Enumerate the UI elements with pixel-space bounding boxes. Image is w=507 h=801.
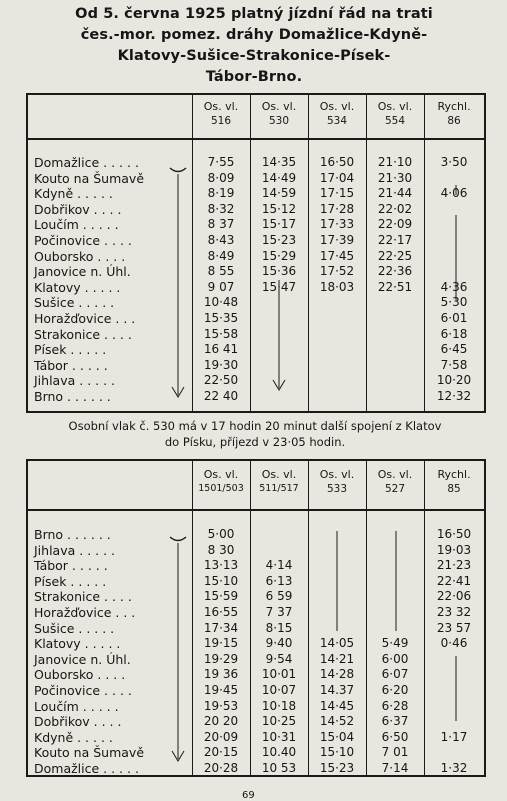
time-cell: 15·35 (203, 311, 239, 325)
table-row (28, 761, 484, 776)
time-cell: 22·41 (436, 573, 472, 588)
time-cell: 14·59 (261, 186, 297, 201)
col-header: Rychl. 85 (437, 468, 471, 495)
direction-arrow-icon (168, 534, 188, 769)
time-cell: 19·53 (203, 698, 239, 713)
col-header: Os. vl. 527 (377, 468, 413, 495)
time-cell: 14·35 (261, 155, 297, 169)
time-cell: 23 32 (436, 605, 472, 619)
time-cell: 22·09 (377, 217, 413, 232)
time-cell: 4·14 (265, 558, 293, 573)
time-cell: 15·23 (261, 233, 297, 247)
through-arrow-icon (271, 278, 287, 398)
time-cell: 14.37 (319, 683, 355, 697)
table-row (28, 714, 484, 729)
title-line-4: Tábor-Brno. (205, 69, 303, 85)
time-cell: 6·01 (440, 311, 468, 325)
time-cell: 17·34 (203, 620, 239, 635)
time-cell: 6·50 (381, 729, 409, 744)
time-cell: 6·07 (381, 667, 409, 682)
station-name: Janovice n. Úhl. (34, 651, 131, 667)
col-header: Os. vl. 534 (319, 100, 355, 127)
footnote: Osobní vlak č. 530 má v 17 hodin 20 minut další spojení z Klatov do Písku, příjezd v 23·05 hodin. (68, 419, 442, 449)
time-cell: 6·18 (440, 326, 468, 341)
col-header: Os. vl. 530 (261, 100, 297, 127)
time-cell: 10·48 (203, 295, 239, 310)
col-header: Rychl. 86 (437, 100, 471, 127)
time-cell: 9·54 (265, 651, 293, 666)
pass-line-icon (333, 521, 341, 641)
time-cell: 10·18 (261, 698, 297, 713)
timetable-2 (26, 459, 486, 777)
time-cell: 17·28 (319, 201, 355, 216)
time-cell: 8 37 (207, 217, 235, 232)
station-name: Klatovy . . . . . (34, 279, 121, 295)
table-row (28, 574, 484, 589)
time-cell: 10 53 (261, 761, 297, 775)
station-name: Kouto na Šumavě (34, 745, 145, 761)
time-cell: 16 41 (203, 342, 239, 357)
table-row (28, 699, 484, 714)
timetable-1 (26, 93, 486, 413)
table-row (28, 389, 484, 404)
station-name: Dobřikov . . . . (34, 714, 122, 730)
time-cell: 8·49 (207, 248, 235, 263)
time-cell: 17·33 (319, 217, 355, 232)
time-cell: 18·03 (319, 279, 355, 294)
time-cell: 17·15 (319, 186, 355, 201)
station-name: Horažďovice . . . (34, 605, 136, 620)
time-cell: 10·31 (261, 729, 297, 744)
time-cell: 8·15 (265, 620, 293, 635)
table-row (28, 652, 484, 667)
time-cell: 22 40 (203, 389, 239, 403)
time-cell: 7·14 (381, 761, 409, 775)
time-cell: 19·30 (203, 357, 239, 372)
col-header: Os. vl. 554 (377, 100, 413, 127)
time-cell: 15·36 (261, 264, 297, 279)
station-name: Jihlava . . . . . (34, 373, 116, 389)
station-name: Tábor . . . . . (34, 357, 108, 373)
station-name: Ouborsko . . . . (34, 667, 126, 683)
time-cell: 5·49 (381, 636, 409, 651)
time-cell: 8 30 (207, 542, 235, 557)
station-name: Sušice . . . . . (34, 295, 115, 311)
table-row (28, 217, 484, 232)
station-name: Horažďovice . . . (34, 311, 136, 326)
time-cell: 13·13 (203, 558, 239, 573)
time-cell: 12·32 (436, 389, 472, 403)
time-cell: 14·49 (261, 170, 297, 185)
time-cell: 10·20 (436, 373, 472, 388)
table-row (28, 373, 484, 388)
page-number: 69 (242, 790, 255, 801)
time-cell: 1·32 (440, 761, 468, 775)
table-row (28, 327, 484, 342)
station-name: Sušice . . . . . (34, 620, 115, 636)
time-cell: 8·09 (207, 170, 235, 185)
time-cell: 10·25 (261, 714, 297, 729)
title-line-1: Od 5. června 1925 platný jízdní řád na trati (75, 6, 433, 22)
time-cell: 7·55 (207, 155, 235, 169)
time-cell: 3·50 (440, 155, 468, 169)
station-name: Strakonice . . . . (34, 326, 132, 342)
time-cell: 15·10 (319, 745, 355, 760)
time-cell: 17·52 (319, 264, 355, 279)
time-cell: 20·09 (203, 729, 239, 744)
time-cell: 21·44 (377, 186, 413, 201)
time-cell: 22·17 (377, 233, 413, 247)
pass-line-icon (452, 651, 460, 731)
table-row (28, 589, 484, 604)
station-name: Domažlice . . . . . (34, 155, 139, 170)
table-row (28, 636, 484, 651)
time-cell: 15·04 (319, 729, 355, 744)
time-cell: 22·51 (377, 279, 413, 294)
time-cell: 7·58 (440, 357, 468, 372)
time-cell: 8·19 (207, 186, 235, 201)
time-cell: 17·39 (319, 233, 355, 247)
time-cell: 6·20 (381, 683, 409, 697)
station-name: Brno . . . . . . (34, 527, 111, 542)
time-cell: 15·58 (203, 326, 239, 341)
time-cell: 19·29 (203, 651, 239, 666)
col-header: Os. vl. 516 (203, 100, 239, 127)
station-name: Klatovy . . . . . (34, 636, 121, 652)
station-name: Loučím . . . . . (34, 698, 119, 714)
time-cell: 22·06 (436, 589, 472, 604)
time-cell: 19·45 (203, 683, 239, 697)
pass-line-icon (452, 180, 460, 370)
station-name: Domažlice . . . . . (34, 761, 139, 776)
station-name: Kdyně . . . . . (34, 729, 113, 745)
time-cell: 19 36 (203, 667, 239, 682)
table-row (28, 186, 484, 201)
table-row (28, 264, 484, 279)
time-cell: 0·46 (440, 636, 468, 651)
station-name: Počinovice . . . . (34, 683, 132, 698)
station-name: Tábor . . . . . (34, 558, 108, 574)
time-cell: 4·06 (440, 186, 468, 201)
time-cell: 6·45 (440, 342, 468, 357)
table-row (28, 621, 484, 636)
table-row (28, 342, 484, 357)
time-cell: 10.40 (261, 745, 297, 760)
table-row (28, 543, 484, 558)
time-cell: 14·21 (319, 651, 355, 666)
time-cell: 15·17 (261, 217, 297, 232)
time-cell: 19·03 (436, 542, 472, 557)
time-cell: 20 20 (203, 714, 239, 729)
station-name: Ouborsko . . . . (34, 248, 126, 264)
time-cell: 1·17 (440, 729, 468, 744)
table-row (28, 233, 484, 248)
table-row (28, 730, 484, 745)
time-cell: 23 57 (436, 620, 472, 635)
time-cell: 16·55 (203, 605, 239, 619)
table-row (28, 311, 484, 326)
station-name: Jihlava . . . . . (34, 542, 116, 558)
title-line-3: Klatovy-Sušice-Strakonice-Písek- (117, 48, 391, 64)
pass-line-icon (392, 521, 400, 641)
time-cell: 17·45 (319, 248, 355, 263)
time-cell: 8·32 (207, 201, 235, 216)
time-cell: 21·30 (377, 170, 413, 185)
table-row (28, 527, 484, 542)
time-cell: 6·00 (381, 651, 409, 666)
station-name: Dobřikov . . . . (34, 201, 122, 217)
time-cell: 8 55 (207, 264, 235, 279)
time-cell: 21·10 (377, 155, 413, 169)
time-cell: 4·36 (440, 279, 468, 294)
time-cell: 14·52 (319, 714, 355, 729)
time-cell: 22·02 (377, 201, 413, 216)
table-row (28, 171, 484, 186)
station-name: Brno . . . . . . (34, 389, 111, 404)
table-row (28, 202, 484, 217)
time-cell: 16·50 (436, 527, 472, 541)
page-title (8, 4, 500, 88)
station-name: Strakonice . . . . (34, 589, 132, 605)
table-row (28, 358, 484, 373)
time-cell: 15·29 (261, 248, 297, 263)
direction-arrow-icon (168, 165, 188, 405)
time-cell: 7 37 (265, 605, 293, 619)
time-cell: 15·12 (261, 201, 297, 216)
time-cell: 14·45 (319, 698, 355, 713)
time-cell: 5·00 (207, 527, 235, 541)
table-row (28, 249, 484, 264)
time-cell: 15·10 (203, 573, 239, 588)
station-name: Kouto na Šumavě (34, 170, 145, 186)
time-cell: 8·43 (207, 233, 235, 247)
station-name: Kdyně . . . . . (34, 186, 113, 202)
time-cell: 22·25 (377, 248, 413, 263)
title-line-2: čes.-mor. pomez. dráhy Domažlice-Kdyně- (80, 27, 428, 43)
time-cell: 15·47 (261, 279, 297, 294)
time-cell: 15·59 (203, 589, 239, 604)
time-cell: 10·01 (261, 667, 297, 682)
time-cell: 10·07 (261, 683, 297, 697)
station-name: Písek . . . . . (34, 342, 107, 358)
col-header: Os. vl. 533 (319, 468, 355, 495)
time-cell: 17·04 (319, 170, 355, 185)
time-cell: 20·28 (203, 761, 239, 775)
time-cell: 14·28 (319, 667, 355, 682)
station-name: Písek . . . . . (34, 573, 107, 589)
table-row (28, 558, 484, 573)
station-name: Janovice n. Úhl. (34, 264, 131, 280)
time-cell: 6 59 (265, 589, 293, 604)
time-cell: 6·13 (265, 573, 293, 588)
time-cell: 19·15 (203, 636, 239, 651)
time-cell: 5·30 (440, 295, 468, 310)
time-cell: 6·28 (381, 698, 409, 713)
col-header: Os. vl. 1501/503 (198, 468, 244, 494)
table-row (28, 605, 484, 620)
table-row (28, 155, 484, 170)
station-name: Loučím . . . . . (34, 217, 119, 233)
table-row (28, 295, 484, 310)
time-cell: 9 07 (207, 279, 235, 294)
time-cell: 21·23 (436, 558, 472, 573)
time-cell: 22·36 (377, 264, 413, 279)
time-cell: 6·37 (381, 714, 409, 729)
time-cell: 7 01 (381, 745, 409, 760)
time-cell: 20·15 (203, 745, 239, 760)
time-cell: 15·23 (319, 761, 355, 775)
time-cell: 14·05 (319, 636, 355, 651)
table-row (28, 280, 484, 295)
time-cell: 22·50 (203, 373, 239, 388)
table-row (28, 683, 484, 698)
table-row (28, 667, 484, 682)
time-cell: 9·40 (265, 636, 293, 651)
col-header: Os. vl. 511/517 (259, 468, 299, 494)
time-cell: 16·50 (319, 155, 355, 169)
table-row (28, 745, 484, 760)
station-name: Počinovice . . . . (34, 233, 132, 248)
